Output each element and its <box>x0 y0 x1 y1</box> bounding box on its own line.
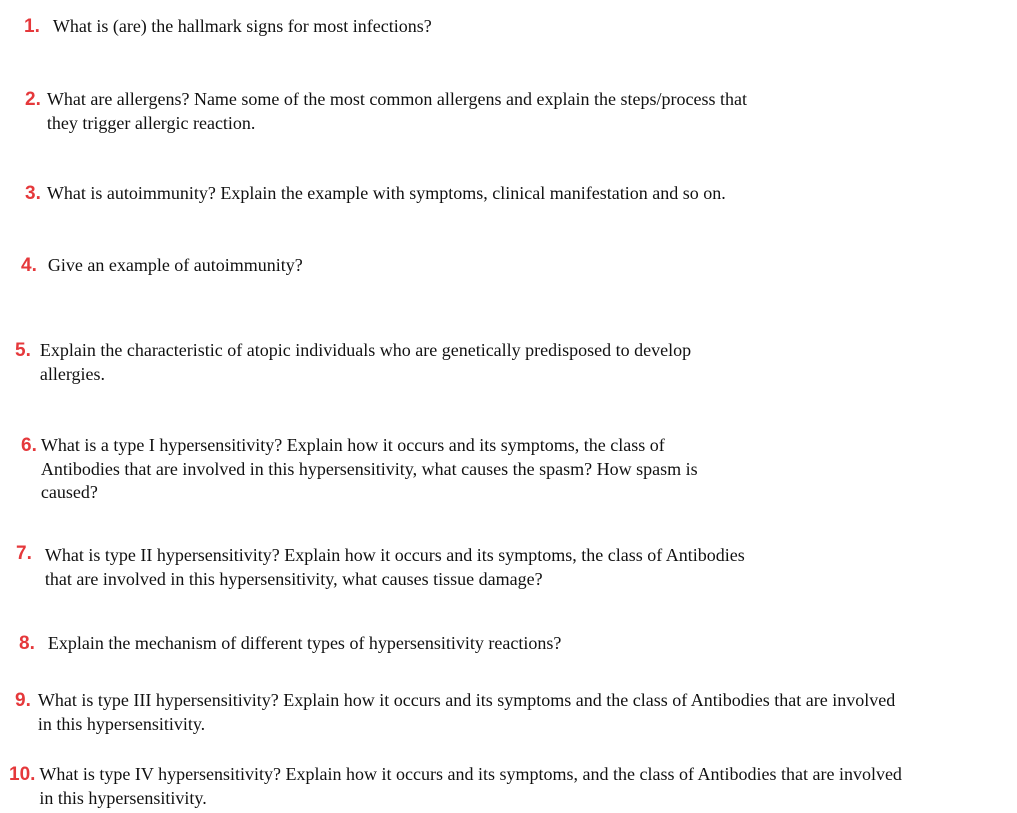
question-text <box>41 434 698 505</box>
question-text <box>45 544 745 591</box>
question-item-5 <box>15 339 691 386</box>
question-number: 4. <box>21 255 37 276</box>
question-line: What is type IV hypersensitivity? Explain how it occurs and its symptoms, and the class of Antibodies that are involved <box>39 764 902 784</box>
question-number: 10. <box>9 764 36 785</box>
question-item-3 <box>25 182 726 206</box>
question-item-7 <box>16 542 745 591</box>
question-text <box>53 15 432 39</box>
question-item-9 <box>15 689 895 736</box>
question-text <box>47 88 747 135</box>
question-line: caused? <box>40 482 98 502</box>
question-number: 3. <box>25 183 41 204</box>
question-line: in this hypersensitivity. <box>39 787 207 808</box>
question-line: they trigger allergic reaction. <box>46 112 256 133</box>
question-text <box>48 254 303 278</box>
question-item-1 <box>24 15 432 39</box>
question-item-8 <box>19 632 561 656</box>
question-line: What is a type I hypersensitivity? Explain how it occurs and its symptoms, the class of <box>40 435 665 455</box>
question-item-2 <box>25 88 747 135</box>
question-number: 2. <box>25 89 41 110</box>
question-item-4 <box>21 254 303 278</box>
question-line: What are allergens? Name some of the most common allergens and explain the steps/process that <box>46 89 747 109</box>
question-line: What is type III hypersensitivity? Explain how it occurs and its symptoms and the class of Antibodies that are involved <box>37 690 896 710</box>
question-number: 6. <box>21 435 37 456</box>
question-line: What is type II hypersensitivity? Explain how it occurs and its symptoms, the class of Antibodies <box>44 545 745 565</box>
question-item-6 <box>21 434 698 505</box>
question-line: Explain the mechanism of different types of hypersensitivity reactions? <box>47 633 562 653</box>
question-line: that are involved in this hypersensitivity, what causes tissue damage? <box>44 568 543 589</box>
question-text <box>38 689 895 736</box>
question-number: 7. <box>16 543 32 564</box>
question-number: 9. <box>15 690 31 711</box>
question-text <box>47 182 726 206</box>
question-line: Antibodies that are involved in this hypersensitivity, what causes the spasm? How spasm is <box>40 458 698 479</box>
question-line: What is (are) the hallmark signs for most infections? <box>52 16 432 36</box>
question-text <box>39 763 902 810</box>
question-text <box>40 339 691 386</box>
question-line: allergies. <box>39 363 106 384</box>
question-line: in this hypersensitivity. <box>37 713 206 734</box>
question-line: Give an example of autoimmunity? <box>47 255 303 275</box>
question-text <box>48 632 562 656</box>
question-number: 1. <box>24 16 40 37</box>
question-number: 5. <box>15 340 31 361</box>
question-item-10 <box>9 763 902 810</box>
question-line: Explain the characteristic of atopic individuals who are genetically predisposed to develop <box>39 340 692 360</box>
question-line: What is autoimmunity? Explain the example with symptoms, clinical manifestation and so on. <box>46 183 726 203</box>
question-number: 8. <box>19 633 35 654</box>
